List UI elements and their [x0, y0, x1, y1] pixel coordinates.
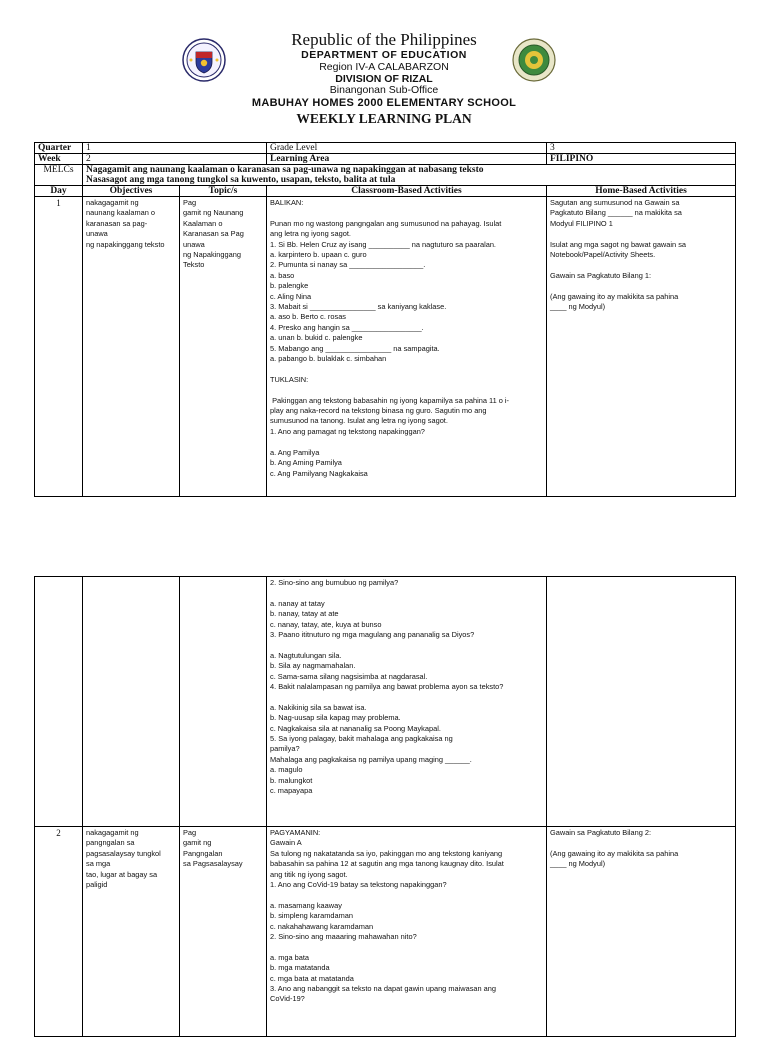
plan-title: WEEKLY LEARNING PLAN — [296, 111, 472, 127]
text-line: karanasan sa pag- — [86, 218, 148, 228]
text-line: c. mapayapa — [270, 786, 313, 796]
text-line — [270, 640, 543, 650]
text-line: c. nanay, tatay, ate, kuya at bunso — [270, 619, 382, 629]
text-line: c. Nagkakaisa sila at nananalig sa Poong Maykapal. — [270, 723, 441, 733]
text-line: gamit ng — [183, 838, 212, 848]
text-line: Gawain A — [270, 838, 302, 848]
text-line: babasahin sa pahina 12 at sagutin ang mga tanong kaugnay dito. Isulat — [270, 859, 504, 869]
text-line: b. Ang Aming Pamilya — [270, 458, 342, 468]
column-header-objectives: Objectives — [83, 186, 180, 197]
text-line: a. Nakikinig sila sa bawat isa. — [270, 702, 367, 712]
melc-1: Nagagamit ang naunang kaalaman o karanasan sa pag-unawa ng napakinggan at nabasang teksto — [86, 165, 484, 175]
page-2 — [0, 576, 768, 1024]
text-line: c. Sama-sama silang nagsisimba at nagdarasal. — [270, 671, 428, 681]
text-line: pangngalan sa — [86, 838, 135, 848]
text-line: 3. Paano ititnuturo ng mga magulang ang pananalig sa Diyos? — [270, 630, 475, 640]
text-line: a. pabango b. bulaklak c. simbahan — [270, 354, 387, 364]
grade-level-value: 3 — [547, 143, 736, 154]
text-line — [270, 208, 543, 218]
melcs-content — [83, 165, 736, 186]
text-line: a. Ang Pamilya — [270, 447, 320, 457]
text-line: 1. Ano ang pamagat ng tekstong napakinggan? — [270, 426, 425, 436]
home-activities-cell-empty — [547, 577, 736, 827]
day-cell-empty — [35, 577, 83, 827]
text-line: BALIKAN: — [270, 198, 304, 207]
school-heading: MABUHAY HOMES 2000 ELEMENTARY SCHOOL — [251, 97, 517, 110]
text-line: b. nanay, tatay at ate — [270, 609, 339, 619]
table-row-day-2 — [35, 827, 736, 1037]
text-line: Gawain sa Pagkatuto Bilang 1: — [550, 270, 652, 280]
text-line: Pag — [183, 828, 197, 837]
text-line: PAGYAMANIN: — [270, 828, 321, 837]
text-line: Teksto — [183, 260, 205, 270]
text-line: Kaalaman o — [183, 218, 223, 228]
text-line — [270, 692, 543, 702]
sub-office-heading: Binangonan Sub-Office — [329, 84, 439, 97]
text-line — [270, 890, 543, 900]
text-line: tao, lugar at bagay sa — [86, 869, 158, 879]
republic-heading: Republic of the Philippines — [291, 30, 477, 49]
region-heading: Region IV-A CALABARZON — [319, 60, 449, 73]
text-line: a. baso — [270, 270, 295, 280]
text-line: 1. Si Bb. Helen Cruz ay isang __________ na nagtuturo sa paaralan. — [270, 239, 496, 249]
text-line — [270, 437, 543, 447]
text-line: ang titik ng iyong sagot. — [270, 869, 348, 879]
text-line: 2. Sino-sino ang bumubuo ng pamilya? — [270, 578, 399, 587]
text-line — [270, 385, 543, 395]
column-header-classroom: Classroom-Based Activities — [267, 186, 547, 197]
week-value: 2 — [83, 154, 267, 165]
text-line: nakagagamit ng — [86, 198, 139, 207]
text-line: 4. Bakit nalalampasan ng pamilya ang bawat problema ayon sa teksto? — [270, 682, 504, 692]
table-row-day-1 — [35, 197, 736, 497]
text-line: b. mga matatanda — [270, 963, 330, 973]
learning-area-label: Learning Area — [267, 154, 547, 165]
text-line: pamilya? — [270, 744, 300, 754]
classroom-activities-cell — [267, 197, 547, 497]
melc-2: Nasasagot ang mga tanong tungkol sa kuwento, usapan, teksto, balita at tula — [86, 175, 396, 185]
objectives-cell-empty — [83, 577, 180, 827]
table-row-day-1-continued — [35, 577, 736, 827]
text-line — [550, 281, 732, 291]
topics-cell — [180, 197, 267, 497]
weekly-plan-table — [34, 142, 736, 497]
text-line: naunang kaalaman o — [86, 208, 156, 218]
text-line: sumusunod na tanong. Isulat ang letra ng iyong sagot. — [270, 416, 448, 426]
classroom-activities-cell — [267, 827, 547, 1037]
text-line: c. mga bata at matatanda — [270, 973, 354, 983]
text-line: unawa — [183, 239, 205, 249]
text-line: CoVid-19? — [270, 994, 305, 1004]
text-line — [270, 364, 543, 374]
home-activities-cell — [547, 197, 736, 497]
text-line: b. Nag-uusap sila kapag may problema. — [270, 713, 401, 723]
day-number: 2 — [35, 827, 83, 1037]
text-line: gamit ng Naunang — [183, 208, 244, 218]
text-line: a. Nagtutulungan sila. — [270, 650, 342, 660]
quarter-value: 1 — [83, 143, 267, 154]
text-line: TUKLASIN: — [270, 374, 309, 384]
division-heading: DIVISION OF RIZAL — [335, 72, 433, 85]
text-line: Pagkatuto Bilang ______ na makikita sa — [550, 208, 682, 218]
weekly-plan-table-continued — [34, 576, 736, 1037]
column-header-home: Home-Based Activities — [547, 186, 736, 197]
text-line — [550, 260, 732, 270]
text-line: ____ ng Modyul) — [550, 859, 606, 869]
text-line: b. Sila ay nagmamahalan. — [270, 661, 356, 671]
classroom-activities-cell — [267, 577, 547, 827]
topics-cell-empty — [180, 577, 267, 827]
text-line: Mahalaga ang pagkakaisa ng pamilya upang maging ______. — [270, 754, 472, 764]
quarter-label: Quarter — [35, 143, 83, 154]
text-line: b. malungkot — [270, 775, 313, 785]
text-line: pagsasalaysay tungkol — [86, 848, 161, 858]
text-line: Pangngalan — [183, 848, 223, 858]
page-break — [0, 540, 768, 576]
text-line: Gawain sa Pagkatuto Bilang 2: — [550, 828, 652, 837]
text-line: 5. Sa iyong palagay, bakit mahalaga ang pagkakaisa ng — [270, 734, 453, 744]
text-line: Sa tulong ng nakatatanda sa iyo, pakinggan mo ang tekstong kaniyang — [270, 848, 503, 858]
text-line: a. karpintero b. upaan c. guro — [270, 250, 367, 260]
melcs-label: MELCs — [35, 165, 83, 186]
text-line: 1. Ano ang CoVid-19 batay sa tekstong napakinggan? — [270, 880, 447, 890]
text-line: (Ang gawaing ito ay makikita sa pahina — [550, 848, 679, 858]
text-line: sa Pagsasalaysay — [183, 859, 243, 869]
text-line: Punan mo ng wastong pangngalan ang sumusunod na pahayag. Isulat — [270, 218, 502, 228]
text-line: b. simpleng karamdaman — [270, 911, 353, 921]
text-line: ____ ng Modyul) — [550, 302, 606, 312]
text-line: a. unan b. bukid c. palengke — [270, 333, 363, 343]
text-line — [550, 838, 732, 848]
text-line — [550, 229, 732, 239]
text-line: a. aso b. Berto c. rosas — [270, 312, 346, 322]
text-line: Isulat ang mga sagot ng bawat gawain sa — [550, 239, 686, 249]
column-header-topics: Topic/s — [180, 186, 267, 197]
text-line: Pag — [183, 198, 197, 207]
learning-area-value: FILIPINO — [547, 154, 736, 165]
text-line: c. nakahahawang karamdaman — [270, 921, 374, 931]
text-line: Modyul FILIPINO 1 — [550, 218, 613, 228]
day-number: 1 — [35, 197, 83, 497]
text-line: play ang naka-record na tekstong binasa ng guro. Sagutin mo ang — [270, 406, 487, 416]
text-line: Karanasan sa Pag — [183, 229, 244, 239]
text-line: a. masamang kaaway — [270, 900, 342, 910]
text-line: 5. Mabango ang ________________ na sampagita. — [270, 343, 440, 353]
text-line: nakagagamit ng — [86, 828, 139, 837]
objectives-cell — [83, 197, 180, 497]
text-line: ng Napakinggang — [183, 250, 241, 260]
week-label: Week — [35, 154, 83, 165]
text-line: b. palengke — [270, 281, 309, 291]
text-line: 3. Ano ang nabanggit sa teksto na dapat gawin upang maiwasan ang — [270, 984, 496, 994]
text-line: 4. Presko ang hangin sa _________________. — [270, 322, 424, 332]
text-line: sa mga — [86, 859, 111, 869]
text-line: c. Aling Nina — [270, 291, 312, 301]
home-activities-cell — [547, 827, 736, 1037]
text-line — [270, 942, 543, 952]
text-line: Notebook/Papel/Activity Sheets. — [550, 250, 656, 260]
objectives-cell — [83, 827, 180, 1037]
text-line: Sagutan ang sumusunod na Gawain sa — [550, 198, 680, 207]
text-line: paligid — [86, 880, 108, 890]
text-line: a. magulo — [270, 765, 303, 775]
document-header — [0, 30, 768, 126]
topics-cell — [180, 827, 267, 1037]
text-line: a. mga bata — [270, 952, 310, 962]
text-line: 2. Sino-sino ang maaaring mahawahan nito? — [270, 932, 417, 942]
grade-level-label: Grade Level — [267, 143, 547, 154]
text-line — [270, 588, 543, 598]
text-line: 2. Pumunta si nanay sa __________________. — [270, 260, 426, 270]
text-line: c. Ang Pamilyang Nagkakaisa — [270, 468, 368, 478]
column-header-day: Day — [35, 186, 83, 197]
text-line: (Ang gawaing ito ay makikita sa pahina — [550, 291, 679, 301]
text-line: ang letra ng iyong sagot. — [270, 229, 351, 239]
text-line: ng napakinggang teksto — [86, 239, 165, 249]
text-line: a. nanay at tatay — [270, 598, 325, 608]
text-line: 3. Mabait si ________________ sa kaniyang kaklase. — [270, 302, 447, 312]
department-heading: DEPARTMENT OF EDUCATION — [301, 49, 467, 62]
text-line: Pakinggan ang tekstong babasahin ng iyong kapamilya sa pahina 11 o i- — [270, 395, 510, 405]
text-line: unawa — [86, 229, 108, 239]
